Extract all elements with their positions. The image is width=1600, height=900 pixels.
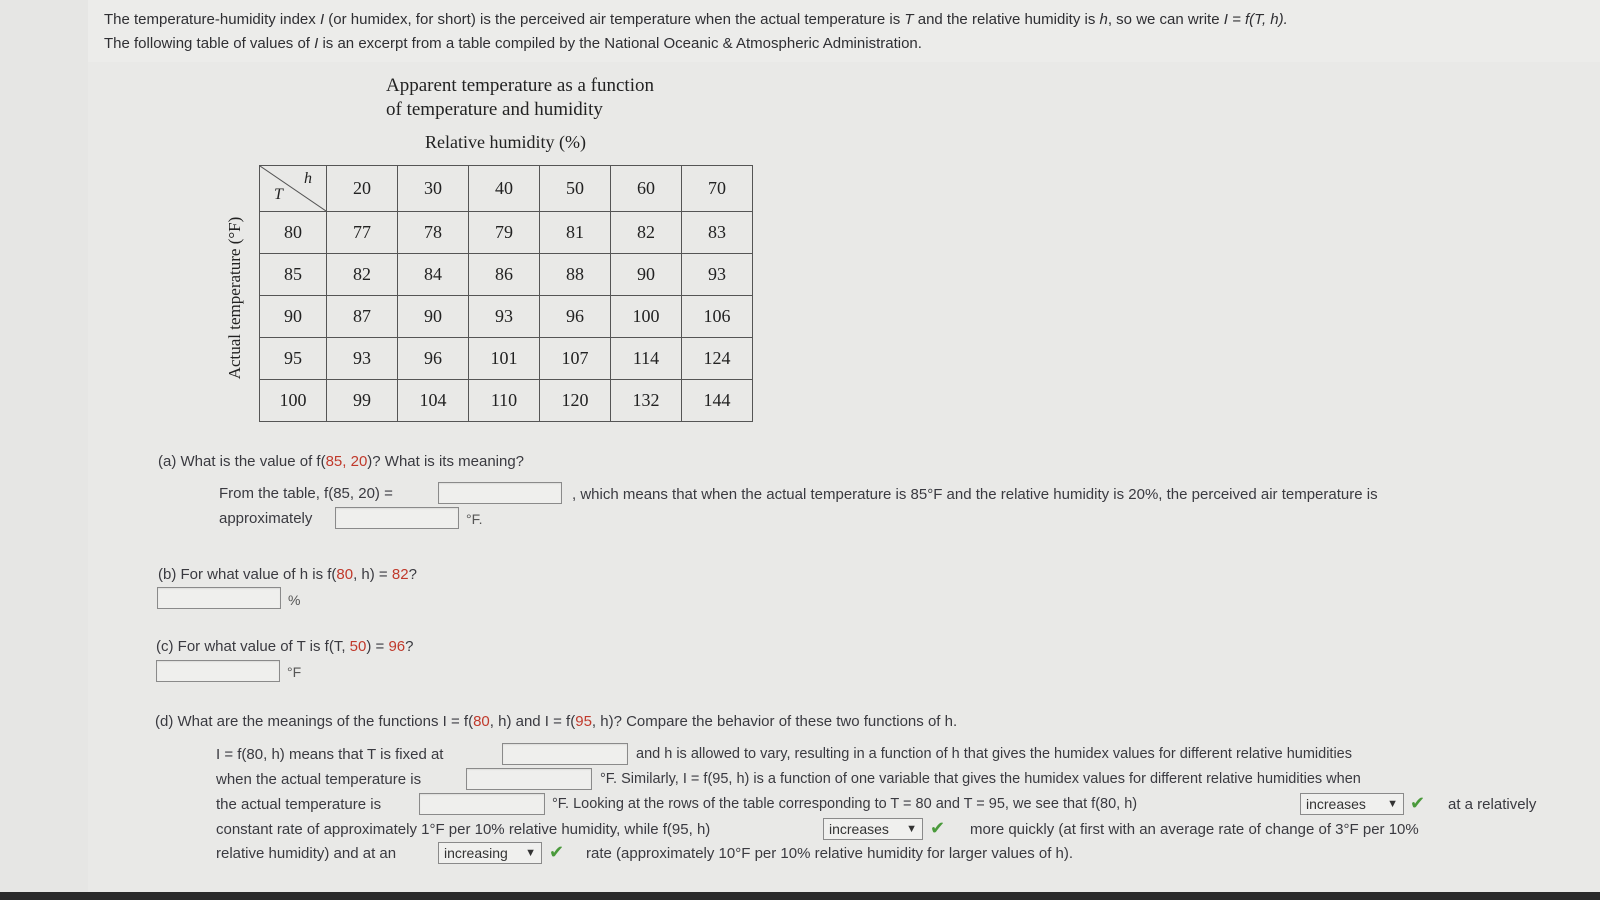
table-cell: 124 — [682, 338, 753, 380]
question-d — [155, 713, 957, 730]
temperature-header: 100 — [260, 380, 327, 422]
answer-d-line-2-a: when the actual temperature is — [216, 771, 422, 788]
chevron-down-icon: ▼ — [525, 847, 536, 859]
question-text: (a) What is the value of f( — [158, 453, 326, 470]
answer-d-fixed-temp-input[interactable] — [502, 743, 628, 765]
humidity-header: 60 — [611, 166, 682, 212]
table-cell: 77 — [327, 212, 398, 254]
table-cell: 93 — [327, 338, 398, 380]
chevron-down-icon: ▼ — [906, 823, 917, 835]
intro-text: and the relative humidity is — [913, 11, 1100, 28]
table-row — [260, 338, 753, 380]
intro-text: The temperature-humidity index — [104, 11, 320, 28]
check-icon: ✔ — [549, 842, 565, 862]
answer-c-unit: °F — [287, 664, 302, 680]
table-title-line-2: of temperature and humidity — [386, 99, 603, 120]
table-cell: 88 — [540, 254, 611, 296]
answer-d-line-3-a: the actual temperature is — [216, 796, 382, 813]
answer-a-approx-input[interactable] — [335, 507, 459, 529]
behavior-95-dropdown[interactable] — [823, 818, 923, 840]
intro-line-1 — [104, 8, 1574, 32]
chevron-down-icon: ▼ — [1387, 798, 1398, 810]
answer-d-line-2-b: °F. Similarly, I = f(95, h) is a function of one variable that gives the humidex values for different relative humidities when — [600, 771, 1361, 787]
table-row — [260, 212, 753, 254]
table-cell: 120 — [540, 380, 611, 422]
question-args: 85, 20 — [325, 453, 368, 470]
table-row — [260, 296, 753, 338]
behavior-80-dropdown-value: increases — [1306, 796, 1366, 812]
humidity-header: 40 — [469, 166, 540, 212]
table-cell: 90 — [611, 254, 682, 296]
check-icon: ✔ — [1410, 793, 1426, 813]
question-args: 95 — [575, 713, 592, 730]
table-cell: 82 — [327, 254, 398, 296]
question-text: , h) = — [353, 566, 392, 583]
answer-d-temp-80-input[interactable] — [466, 768, 592, 790]
table-cell: 79 — [469, 212, 540, 254]
answer-c-input[interactable] — [156, 660, 280, 682]
table-cell: 96 — [540, 296, 611, 338]
answer-a-unit: °F. — [466, 511, 483, 527]
answer-d-line-1-b: and h is allowed to vary, resulting in a function of h that gives the humidex values for different relative humidities — [636, 746, 1352, 762]
answer-a-value-input[interactable] — [438, 482, 562, 504]
intro-var-t: T — [904, 11, 914, 28]
corner-t-label: T — [274, 186, 283, 203]
intro-var-i: I — [319, 11, 325, 28]
question-text: (d) What are the meanings of the functions I = f( — [155, 713, 474, 730]
table-cell: 104 — [398, 380, 469, 422]
humidity-header: 20 — [327, 166, 398, 212]
question-text: (c) For what value of T is f(T, — [156, 638, 350, 655]
answer-d-line-4-b: more quickly (at first with an average rate of change of 3°F per 10% — [970, 821, 1419, 838]
intro-line-2 — [104, 32, 1574, 56]
question-value: 96 — [388, 638, 406, 655]
table-cell: 90 — [398, 296, 469, 338]
intro-text: (or humidex, for short) is the perceived air temperature when the actual temperature is — [324, 11, 905, 28]
question-text: , h)? Compare the behavior of these two functions of h. — [591, 713, 958, 730]
question-text: (b) For what value of h is f( — [158, 566, 337, 583]
rate-dropdown[interactable] — [438, 842, 542, 864]
question-b — [158, 566, 417, 583]
humidity-header: 50 — [540, 166, 611, 212]
table-cell: 87 — [327, 296, 398, 338]
table-title — [386, 74, 654, 122]
answer-d-line-5-a: relative humidity) and at an — [216, 845, 397, 862]
table-row — [260, 380, 753, 422]
question-text: ) = — [366, 638, 389, 655]
table-cell: 107 — [540, 338, 611, 380]
question-c — [156, 638, 413, 655]
intro-text: The following table of values of — [104, 35, 315, 52]
answer-a-meaning: , which means that when the actual temperature is 85°F and the relative humidity is 20%, the perceived air temperature is — [572, 486, 1378, 503]
answer-d-temp-95-input[interactable] — [419, 793, 545, 815]
humidity-header: 30 — [398, 166, 469, 212]
temperature-header: 90 — [260, 296, 327, 338]
question-args: 80 — [336, 566, 354, 583]
intro-text: , so we can write — [1107, 11, 1224, 28]
rate-dropdown-value: increasing — [444, 845, 508, 861]
table-cell: 100 — [611, 296, 682, 338]
behavior-95-dropdown-value: increases — [829, 821, 889, 837]
question-text: ? — [405, 638, 414, 655]
table-cell: 106 — [682, 296, 753, 338]
answer-d-line-3-c: at a relatively — [1448, 796, 1537, 813]
humidex-table — [259, 165, 753, 422]
table-corner-cell — [260, 166, 327, 212]
question-text: , h) and I = f( — [489, 713, 576, 730]
table-cell: 132 — [611, 380, 682, 422]
table-cell: 99 — [327, 380, 398, 422]
table-cell: 83 — [682, 212, 753, 254]
temperature-header: 85 — [260, 254, 327, 296]
question-args: 50 — [349, 638, 367, 655]
screen-bezel — [0, 892, 1600, 900]
table-cell: 82 — [611, 212, 682, 254]
answer-b-input[interactable] — [157, 587, 281, 609]
table-cell: 96 — [398, 338, 469, 380]
table-cell: 78 — [398, 212, 469, 254]
table-cell: 84 — [398, 254, 469, 296]
answer-b-unit: % — [288, 592, 301, 608]
question-text: )? What is its meaning? — [367, 453, 525, 470]
table-cell: 86 — [469, 254, 540, 296]
corner-h-label: h — [304, 170, 312, 187]
behavior-80-dropdown[interactable] — [1300, 793, 1404, 815]
table-cell: 81 — [540, 212, 611, 254]
intro-text: is an excerpt from a table compiled by the National Oceanic & Atmospheric Administration. — [318, 35, 922, 52]
question-text: ? — [408, 566, 417, 583]
table-cell: 110 — [469, 380, 540, 422]
problem-intro — [104, 8, 1574, 56]
answer-a-label: From the table, f(85, 20) = — [219, 485, 393, 502]
answer-a-approx-label: approximately — [219, 510, 313, 527]
intro-var-h: h — [1099, 11, 1108, 28]
question-a — [158, 453, 524, 470]
table-cell: 93 — [682, 254, 753, 296]
table-cell: 144 — [682, 380, 753, 422]
answer-d-line-5-b: rate (approximately 10°F per 10% relative humidity for larger values of h). — [586, 845, 1074, 862]
table-cell: 93 — [469, 296, 540, 338]
question-args: 80 — [473, 713, 490, 730]
row-group-label: Actual temperature (°F) — [225, 216, 244, 380]
question-value: 82 — [391, 566, 409, 583]
temperature-header: 80 — [260, 212, 327, 254]
temperature-header: 95 — [260, 338, 327, 380]
humidity-header: 70 — [682, 166, 753, 212]
column-group-label: Relative humidity (%) — [425, 132, 586, 152]
table-row — [260, 254, 753, 296]
check-icon: ✔ — [930, 818, 946, 838]
diagonal-line-icon — [260, 166, 326, 211]
intro-equation: I = f(T, h). — [1223, 11, 1288, 28]
intro-var-i: I — [314, 35, 319, 52]
table-cell: 101 — [469, 338, 540, 380]
answer-d-line-3-b: °F. Looking at the rows of the table corresponding to T = 80 and T = 95, we see that f(80, h) — [552, 796, 1138, 812]
answer-d-line-4-a: constant rate of approximately 1°F per 10% relative humidity, while f(95, h) — [216, 821, 711, 838]
table-title-line-1: Apparent temperature as a function — [386, 75, 654, 96]
table-cell: 114 — [611, 338, 682, 380]
answer-d-line-1-a: I = f(80, h) means that T is fixed at — [216, 746, 444, 763]
table-header-row — [260, 166, 753, 212]
